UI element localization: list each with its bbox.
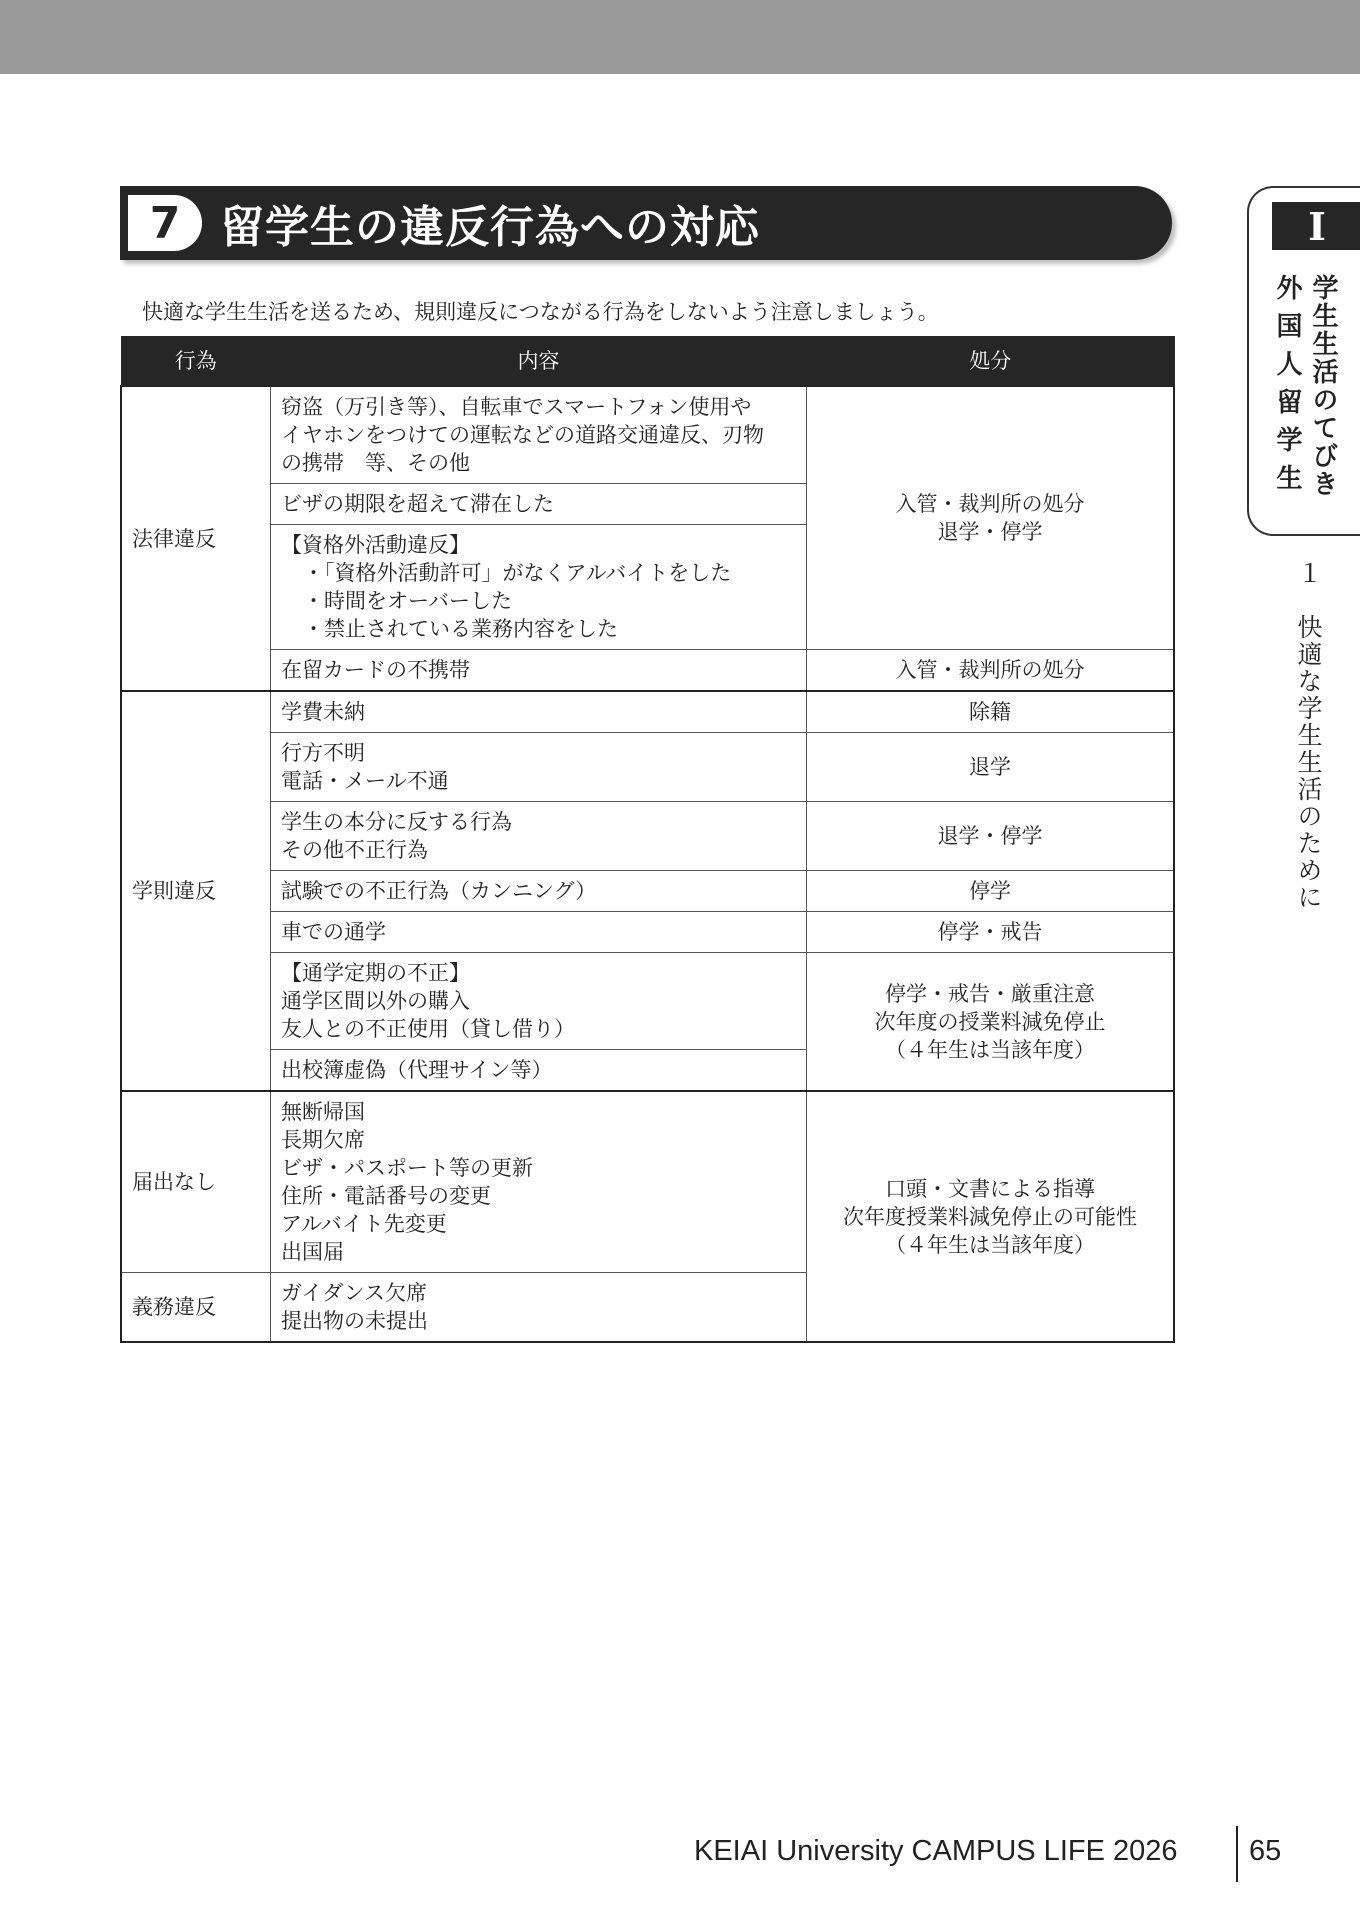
category-law: 法律違反: [121, 386, 271, 691]
content-missing: [271, 733, 807, 802]
content-line: 【通学定期の不正】: [281, 961, 470, 985]
content-no-notice: [271, 1091, 807, 1273]
penalty-line: （４年生は当該年度）: [885, 1037, 1095, 1062]
violations-table: [120, 336, 1175, 1343]
content-residence-card: 在留カードの不携帯: [271, 650, 807, 692]
table-row: [121, 802, 1174, 871]
content-line: ・「資格外活動許可」がなくアルバイトをした: [303, 561, 732, 585]
header-penalty: 処分: [807, 337, 1175, 387]
table-row: [121, 733, 1174, 802]
category-duty: 義務違反: [121, 1273, 271, 1343]
table-row: [121, 953, 1174, 1050]
header-action: 行為: [121, 337, 271, 387]
penalty-misconduct: 退学・停学: [807, 802, 1175, 871]
footer-divider: [1236, 1826, 1238, 1882]
category-notice: 届出なし: [121, 1091, 271, 1273]
content-duty-violation: [271, 1273, 807, 1343]
category-school: 学則違反: [121, 691, 271, 1091]
section-title: 留学生の違反行為への対応: [220, 202, 760, 253]
table-row: [121, 1091, 1174, 1273]
content-line: 電話・メール不通: [281, 769, 449, 793]
table-row: [121, 871, 1174, 912]
content-visa-overstay: ビザの期限を超えて滞在した: [271, 484, 807, 525]
penalty-commuter-pass: [807, 953, 1175, 1092]
penalty-missing: 退学: [807, 733, 1175, 802]
content-commuter-pass: [271, 953, 807, 1050]
content-work-permit: [271, 525, 807, 650]
content-tuition-unpaid: 学費未納: [271, 691, 807, 733]
chapter-tab: [1247, 186, 1360, 536]
table-row: [121, 912, 1174, 953]
table-row: [121, 386, 1174, 484]
penalty-line: 入管・裁判所の処分: [895, 492, 1085, 516]
content-attendance-forgery: 出校簿虚偽（代理サイン等）: [271, 1050, 807, 1092]
content-line: ・時間をオーバーした: [303, 589, 512, 613]
content-line: 【資格外活動違反】: [281, 533, 470, 557]
penalty-notice-duty: [807, 1091, 1175, 1342]
header-content: 内容: [271, 337, 807, 387]
content-line: 出国届: [281, 1240, 344, 1264]
chapter-title-line2: 学生生活のてびき: [1308, 274, 1338, 498]
penalty-car-commute: 停学・戒告: [807, 912, 1175, 953]
penalty-law: [807, 386, 1175, 650]
section-number: 7: [128, 195, 202, 251]
content-line: 行方不明: [281, 741, 365, 765]
top-bar: [0, 0, 1360, 74]
content-car-commute: 車での通学: [271, 912, 807, 953]
content-line: 無断帰国: [281, 1100, 365, 1124]
intro-text: 快適な学生生活を送るため、規則違反につながる行為をしないよう注意しましょう。: [142, 300, 939, 324]
penalty-line: 次年度授業料減免停止の可能性: [843, 1204, 1137, 1229]
section-heading: [120, 186, 1172, 260]
penalty-line: 退学・停学: [937, 520, 1043, 544]
table-header-row: [121, 337, 1174, 387]
content-line: ビザ・パスポート等の更新: [281, 1156, 533, 1180]
content-line: 友人との不正使用（貸し借り）: [281, 1017, 575, 1041]
chapter-number: I: [1272, 202, 1360, 250]
penalty-line: 停学・戒告・厳重注意: [885, 981, 1095, 1006]
penalty-line: （４年生は当該年度）: [885, 1232, 1095, 1257]
content-line: ・禁止されている業務内容をした: [303, 617, 618, 641]
footer-publication: KEIAI University CAMPUS LIFE 2026: [694, 1835, 1178, 1867]
content-line: アルバイト先変更: [281, 1212, 447, 1236]
content-line: 長期欠席: [281, 1128, 365, 1152]
content-line: 通学区間以外の購入: [281, 989, 470, 1013]
chapter-title-line1: 外国人留学生: [1272, 274, 1302, 502]
content-exam-cheating: 試験での不正行為（カンニング）: [271, 871, 807, 912]
content-line: イヤホンをつけての運転などの道路交通違反、刃物: [281, 423, 764, 447]
content-line: その他不正行為: [281, 838, 428, 862]
content-theft: [271, 386, 807, 484]
content-misconduct: [271, 802, 807, 871]
penalty-line: 口頭・文書による指導: [885, 1176, 1095, 1201]
table-row: [121, 650, 1174, 692]
table-row: [121, 691, 1174, 733]
content-line: 提出物の未提出: [281, 1309, 428, 1333]
penalty-residence-card: 入管・裁判所の処分: [807, 650, 1175, 692]
penalty-tuition-unpaid: 除籍: [807, 691, 1175, 733]
penalty-exam-cheating: 停学: [807, 871, 1175, 912]
content-line: ガイダンス欠席: [281, 1281, 427, 1305]
section-side-label: １ 快適な学生生活のために: [1294, 560, 1323, 911]
content-line: の携帯 等、その他: [281, 451, 470, 475]
page-number: 65: [1249, 1835, 1282, 1867]
content-line: 住所・電話番号の変更: [281, 1184, 491, 1208]
content-line: 窃盗（万引き等）、自転車でスマートフォン使用や: [281, 395, 752, 419]
content-line: 学生の本分に反する行為: [281, 810, 512, 834]
penalty-line: 次年度の授業料減免停止: [874, 1009, 1106, 1034]
